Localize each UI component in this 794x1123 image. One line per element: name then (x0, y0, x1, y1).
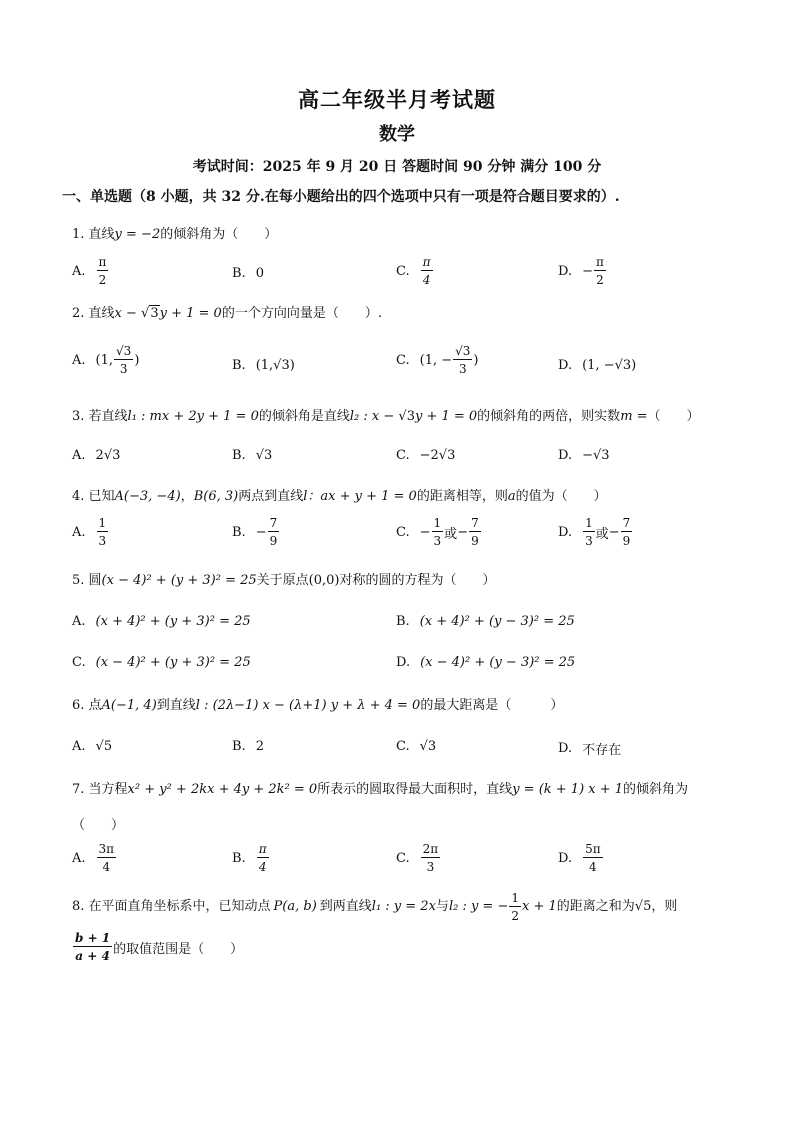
q6-option-a[interactable]: A. √ 5 (72, 739, 113, 754)
q5-option-a[interactable]: A. (x + 4)² + (y + 3)² = 25 (72, 614, 251, 629)
question-1: 1. 直线y = −2的倾斜角为（ ） (72, 227, 278, 242)
question-7: 7. 当方程x² + y² + 2kx + 4y + 2k² = 0所表示的圆取得最大面积时，直线y = (k + 1) x + 1的倾斜角为 (72, 782, 689, 797)
q3-option-b[interactable]: B. √ 3 (232, 448, 273, 463)
q2-option-a[interactable]: A. (1, $\frac{√3}{3}$ ) (72, 344, 140, 376)
q7-option-c[interactable]: C. $\frac{2\pi}{3}$ (396, 842, 439, 874)
q4-option-d[interactable]: D. $\frac{1}{3}$ 或 − $\frac{7}{9}$ (558, 516, 631, 548)
q5-option-d[interactable]: D. (x − 4)² + (y − 3)² = 25 (396, 655, 576, 670)
question-2: 2. 直线x − √3y + 1 = 0的一个方向向量是（ ）. (72, 306, 382, 321)
q6-option-b[interactable]: B. 2 (232, 739, 264, 754)
exam-info: 考试时间：2025 年 9 月 20 日 答题时间 90 分钟 满分 100 分 (192, 159, 602, 175)
q1-option-c[interactable]: C. $\frac{\pi}{4}$ (396, 255, 431, 287)
q4-option-a[interactable]: A. $\frac{1}{3}$ (72, 516, 107, 548)
q1-option-d[interactable]: D. − $\frac{\pi}{2}$ (558, 255, 604, 287)
q6-option-d[interactable]: D. 不存在 (558, 741, 622, 758)
question-4: 4. 已知A(−3, −4)，B(6, 3)两点到直线l：ax + y + 1 = 0的距离相等，则a的值为（ ） (72, 489, 607, 504)
section-heading: 一、单选题（8 小题，共 32 分.在每小题给出的四个选项中只有一项是符合题目要求的）. (62, 189, 620, 205)
exam-subject: 数学 (379, 124, 415, 145)
q2-option-b[interactable]: B. (1, √ 3 ) (232, 358, 295, 373)
question-5: 5. 圆(x − 4)² + (y + 3)² = 25关于原点(0,0)对称的圆的方程为（ ） (72, 573, 496, 588)
q1-option-a[interactable]: A. $\frac{\pi}{2}$ (72, 255, 107, 287)
q4-option-c[interactable]: C. − $\frac{1}{3}$ 或 − $\frac{7}{9}$ (396, 516, 479, 548)
q3-option-c[interactable]: C. −2 √ 3 (396, 448, 456, 463)
question-6: 6. 点A(−1, 4)到直线l : (2λ−1) x − (λ+1) y + λ + 4 = 0的最大距离是（ ） (72, 698, 564, 713)
q2-option-d[interactable]: D. (1, − √ 3 ) (558, 358, 637, 373)
q7-option-b[interactable]: B. $\frac{\pi}{4}$ (232, 842, 267, 874)
question-8: 8. 在平面直角坐标系中，已知动点 P(a, b) 到两直线 l₁ : y = 2x 与 l₂ : y = − $\frac{1}{2}$ x + 1 的距离之和为 √ 5 ，则 (72, 891, 678, 923)
q1-option-b[interactable]: B. 0 (232, 266, 264, 281)
q5-option-b[interactable]: B. (x + 4)² + (y − 3)² = 25 (396, 614, 575, 629)
q7-option-a[interactable]: A. $\frac{3\pi}{4}$ (72, 842, 115, 874)
q6-option-c[interactable]: C. √ 3 (396, 739, 437, 754)
q3-option-d[interactable]: D. − √ 3 (558, 448, 610, 463)
question-8-line-2: $\frac{b + 1}{a + 4}$ 的取值范围是（ ） (75, 931, 244, 963)
q7-option-d[interactable]: D. $\frac{5\pi}{4}$ (558, 842, 601, 874)
exam-title: 高二年级半月考试题 (298, 87, 496, 112)
question-3: 3. 若直线l₁ : mx + 2y + 1 = 0的倾斜角是直线l₂ : x − √3y + 1 = 0的倾斜角的两倍，则实数m =（ ） (72, 409, 700, 424)
question-7-blank: （ ） (72, 818, 125, 833)
q4-option-b[interactable]: B. − $\frac{7}{9}$ (232, 516, 278, 548)
q5-option-c[interactable]: C. (x − 4)² + (y + 3)² = 25 (72, 655, 251, 670)
q2-option-c[interactable]: C. (1, − $\frac{√3}{3}$ ) (396, 344, 479, 376)
q3-option-a[interactable]: A. 2 √ 3 (72, 448, 121, 463)
